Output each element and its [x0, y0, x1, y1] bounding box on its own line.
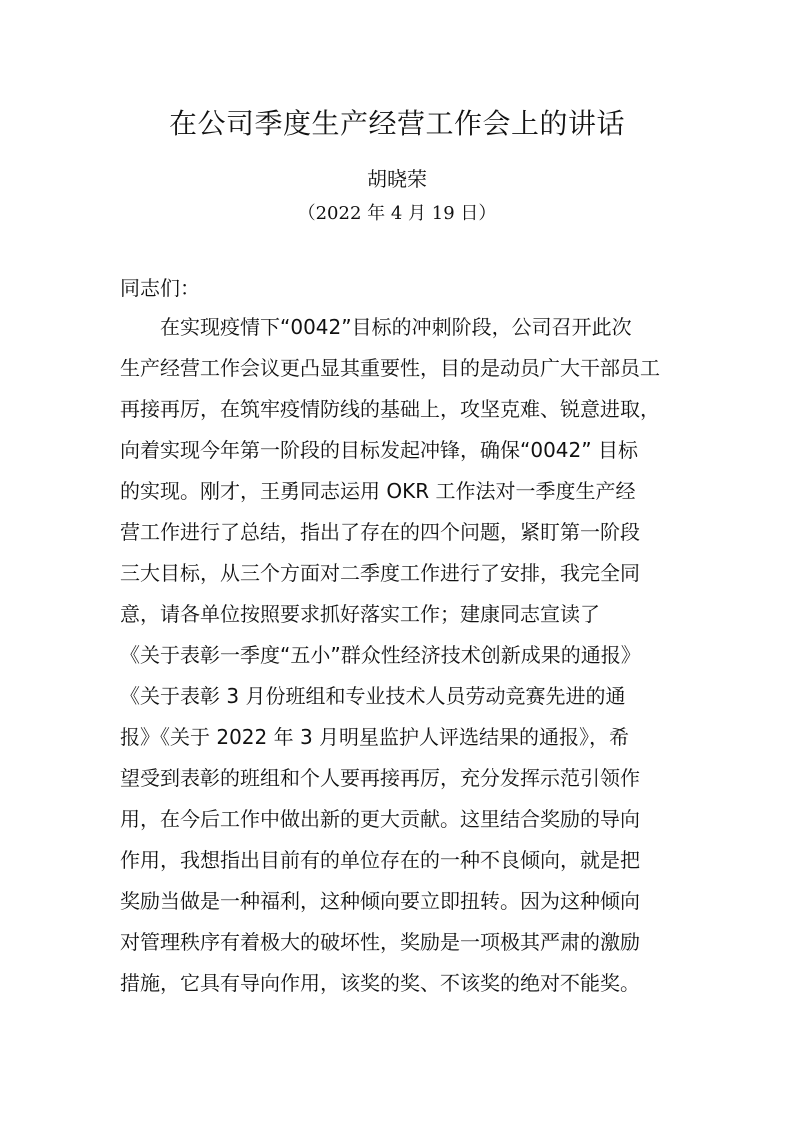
speech-title: 在公司季度生产经营工作会上的讲话: [168, 107, 625, 140]
body-line: 奖励当做是一种福利，这种倾向要立即扭转。因为这种倾向: [120, 889, 640, 913]
body-line: 望受到表彰的班组和个人要再接再厉，充分发挥示范引领作: [120, 766, 640, 790]
body-line: 报》《关于 2022 年 3 月明星监护人评选结果的通报》，希: [120, 725, 630, 749]
salutation: 同志们：: [120, 276, 200, 300]
body-line: 《关于表彰 3 月份班组和专业技术人员劳动竞赛先进的通: [120, 684, 626, 708]
body-line: 措施，它具有导向作用，该奖的奖、不该奖的绝对不能奖。: [120, 971, 640, 995]
body-line: 再接再厉，在筑牢疫情防线的基础上，攻坚克难、锐意进取，: [120, 397, 660, 421]
body-line: 作用，我想指出目前有的单位存在的一种不良倾向，就是把: [120, 848, 640, 872]
body-line: 《关于表彰一季度“五小”群众性经济技术创新成果的通报》: [120, 643, 641, 667]
speech-date: （2022 年 4 月 19 日）: [297, 203, 497, 224]
body-line: 用，在今后工作中做出新的更大贡献。这里结合奖励的导向: [120, 807, 640, 831]
body-line: 的实现。刚才，王勇同志运用 OKR 工作法对一季度生产经: [120, 479, 636, 503]
body-line: 三大目标，从三个方面对二季度工作进行了安排，我完全同: [120, 561, 640, 585]
body-line: 营工作进行了总结，指出了存在的四个问题，紧盯第一阶段: [120, 520, 640, 544]
body-line: 在实现疫情下“0042”目标的冲刺阶段，公司召开此次: [160, 315, 632, 339]
speaker-name: 胡晓荣: [367, 167, 427, 191]
body-line: 意，请各单位按照要求抓好落实工作；建康同志宣读了: [120, 602, 600, 626]
body-line: 对管理秩序有着极大的破坏性，奖励是一项极其严肃的激励: [120, 930, 640, 954]
body-line: 向着实现今年第一阶段的目标发起冲锋，确保“0042” 目标: [120, 438, 638, 462]
body-line: 生产经营工作会议更凸显其重要性，目的是动员广大干部员工: [120, 356, 660, 380]
